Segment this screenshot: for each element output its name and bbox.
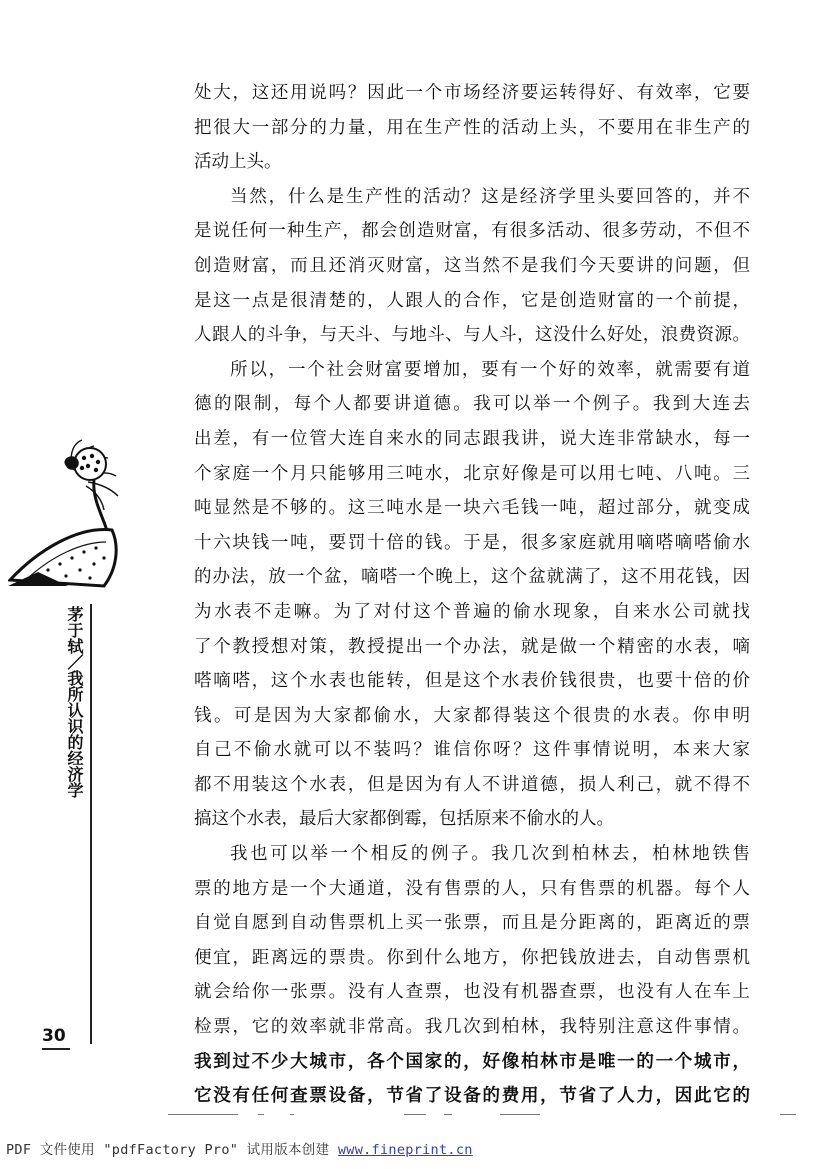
text-line: 我也可以举一个相反的例子。我几次到柏林去，柏林地铁售 [230,844,750,865]
text-line: 它没有任何查票设备，节省了设备的费用，节省了人力，因此它的 [194,1086,750,1107]
scan-artifact [500,1114,540,1115]
page-number: 30 [42,1026,70,1050]
pdf-footer [6,1138,473,1158]
text-line: 处大，这还用说吗？因此一个市场经济要运转得好、有效率，它要 [194,83,750,103]
text-line: 了个教授想对策，教授提出一个办法，就是做一个精密的水表，嘀 [194,636,750,657]
text-line: 的办法，放一个盆，嘀嗒一个晚上，这个盆就满了，这不用花钱，因 [194,567,750,588]
text-line: 德的限制，每个人都要讲道德。我可以举一个例子。我到大连去 [194,394,750,415]
bird-ornament-icon [8,430,136,590]
scan-artifact [290,1114,294,1115]
text-line: 便宜，距离远的票贵。你到什么地方，你把钱放进去，自动售票机 [194,947,750,968]
text-line: 搞这个水表，最后大家都倒霉，包括原来不偷水的人。 [194,809,614,830]
text-line: 十六块钱一吨，要罚十倍的钱。于是，很多家庭就用嘀嗒嘀嗒偷水 [194,532,750,553]
text-line: 是说任何一种生产，都会创造财富，有很多活动、很多劳动，不但不 [194,221,750,242]
text-line: 所以，一个社会财富要增加，要有一个好的效率，就需要有道 [230,359,750,380]
text-line: 把很大一部分的力量，用在生产性的活动上头，不要用在非生产的 [194,117,750,138]
text-line: 是这一点是很清楚的，人跟人的合作，它是创造财富的一个前提， [194,290,750,311]
text-line: 我到过不少大城市，各个国家的，好像柏林市是唯一的一个城市， [194,1051,750,1072]
footer-link[interactable]: www.fineprint.cn [337,1142,473,1158]
footer-text: PDF 文件使用 "pdfFactory Pro" 试用版本创建 [6,1142,338,1158]
text-line: 吨显然是不够的。这三吨水是一块六毛钱一吨，超过部分，就变成 [194,498,750,519]
text-line: 嗒嘀嗒，这个水表也能转，但是这个水表价钱很贵，也要十倍的价 [194,671,750,692]
text-line: 都不用装这个水表，但是因为有人不讲道德，损人利己，就不得不 [194,774,750,795]
scan-artifact [404,1114,426,1115]
text-line: 票的地方是一个大通道，没有售票的人，只有售票的机器。每个人 [194,878,750,899]
text-line: 自己不偷水就可以不装吗？谁信你呀？这件事情说明，本来大家 [194,740,750,761]
body-text [194,76,750,1114]
text-line: 创造财富，而且还消灭财富，这当然不是我们今天要讲的问题，但 [194,255,750,276]
text-line: 人跟人的斗争，与天斗、与地斗、与人斗，这没什么好处，浪费资源。 [194,325,750,346]
scan-artifact [444,1114,452,1115]
text-line: 自觉自愿到自动售票机上买一张票，而且是分距离的，距离近的票 [194,913,750,934]
scan-artifact [780,1114,796,1115]
text-line: 当然，什么是生产性的活动？这是经济学里头要回答的，并不 [230,186,750,207]
text-line: 钱。可是因为大家都偷水，大家都得装这个很贵的水表。你申明 [194,705,750,726]
text-line: 活动上头。 [194,152,282,173]
text-line: 检票，它的效率就非常高。我几次到柏林，我特别注意这件事情。 [194,1017,750,1038]
text-line: 出差，有一位管大连自来水的同志跟我讲，说大连非常缺水，每一 [194,428,750,449]
scan-artifact [258,1114,264,1115]
text-line: 为水表不走嘛。为了对付这个普遍的偷水现象，自来水公司就找 [194,601,750,622]
text-line: 就会给你一张票。没有人查票，也没有机器查票，也没有人在车上 [194,982,750,1003]
running-title: 茅于轼／我所认识的经济学 [65,606,84,798]
margin-rule [90,604,92,1044]
scan-artifact [168,1114,238,1115]
text-line: 个家庭一个月只能够用三吨水，北京好像是可以用七吨、八吨。三 [194,463,750,484]
